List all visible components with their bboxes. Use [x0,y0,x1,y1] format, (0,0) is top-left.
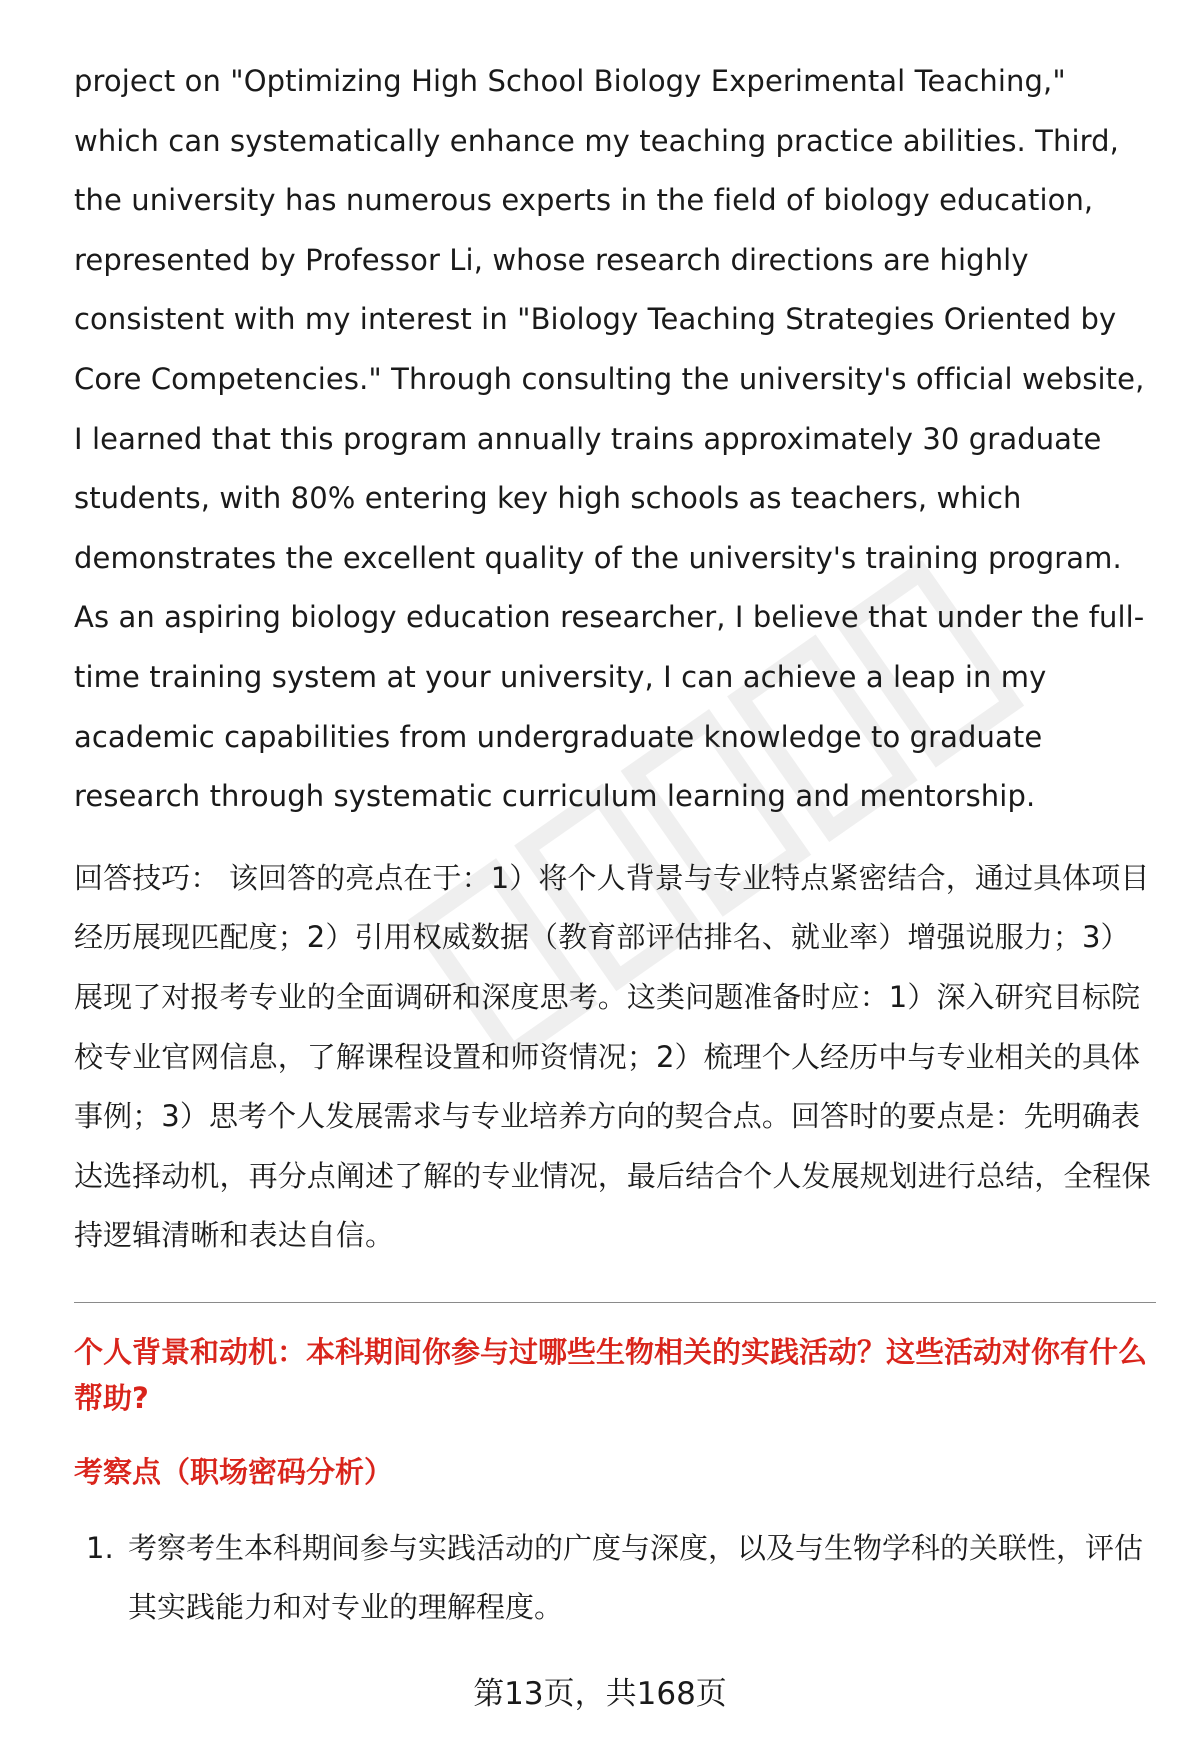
list-item-text: 考察考生本科期间参与实践活动的广度与深度，以及与生物学科的关联性，评估其实践能力和对专业的理解程度。 [128,1530,1144,1625]
list-item-number: 1. [86,1530,114,1565]
body-paragraph: project on "Optimizing High School Biology Experimental Teaching," which can systematically enhance my teaching practice abilities. Third, the university has numerous experts in the field of biology education, represented by Professor Li, whose research directions are highly consistent with my interest in "Biology Teaching Strategies Oriented by Core Competencies." Through consulting the university's official website, I learned that this program annually trains approximately 30 graduate students, with 80% entering key high schools as teachers, which demonstrates the excellent quality of the university's training program. As an aspiring biology education researcher, I believe that under the full-time training system at your university, I can achieve a leap in my academic capabilities from undergraduate knowledge to graduate research through systematic curriculum learning and mentorship. [74,64,1145,814]
question-heading: 个人背景和动机：本科期间你参与过哪些生物相关的实践活动？这些活动对你有什么帮助? [74,1334,1148,1415]
page-footer: 第13页，共168页 [473,1676,727,1712]
list-item [74,1519,1156,1638]
document-page [74,52,1156,1638]
assessment-list [74,1519,1156,1638]
answer-tips: 回答技巧： 该回答的亮点在于：1）将个人背景与专业特点紧密结合，通过具体项目经历展现匹配度；2）引用权威数据（教育部评估排名、就业率）增强说服力；3）展现了对报考专业的全面调研和深度思考。这类问题准备时应：1）深入研究目标院校专业官网信息，了解课程设置和师资情况；2）梳理个人经历中与专业相关的具体事例；3）思考个人发展需求与专业培养方向的契合点。回答时的要点是：先明确表达选择动机，再分点阐述了解的专业情况，最后结合个人发展规划进行总结，全程保持逻辑清晰和表达自信。 [74,860,1151,1253]
section-divider [74,1302,1156,1303]
assessment-subheading: 考察点（职场密码分析） [74,1454,394,1489]
